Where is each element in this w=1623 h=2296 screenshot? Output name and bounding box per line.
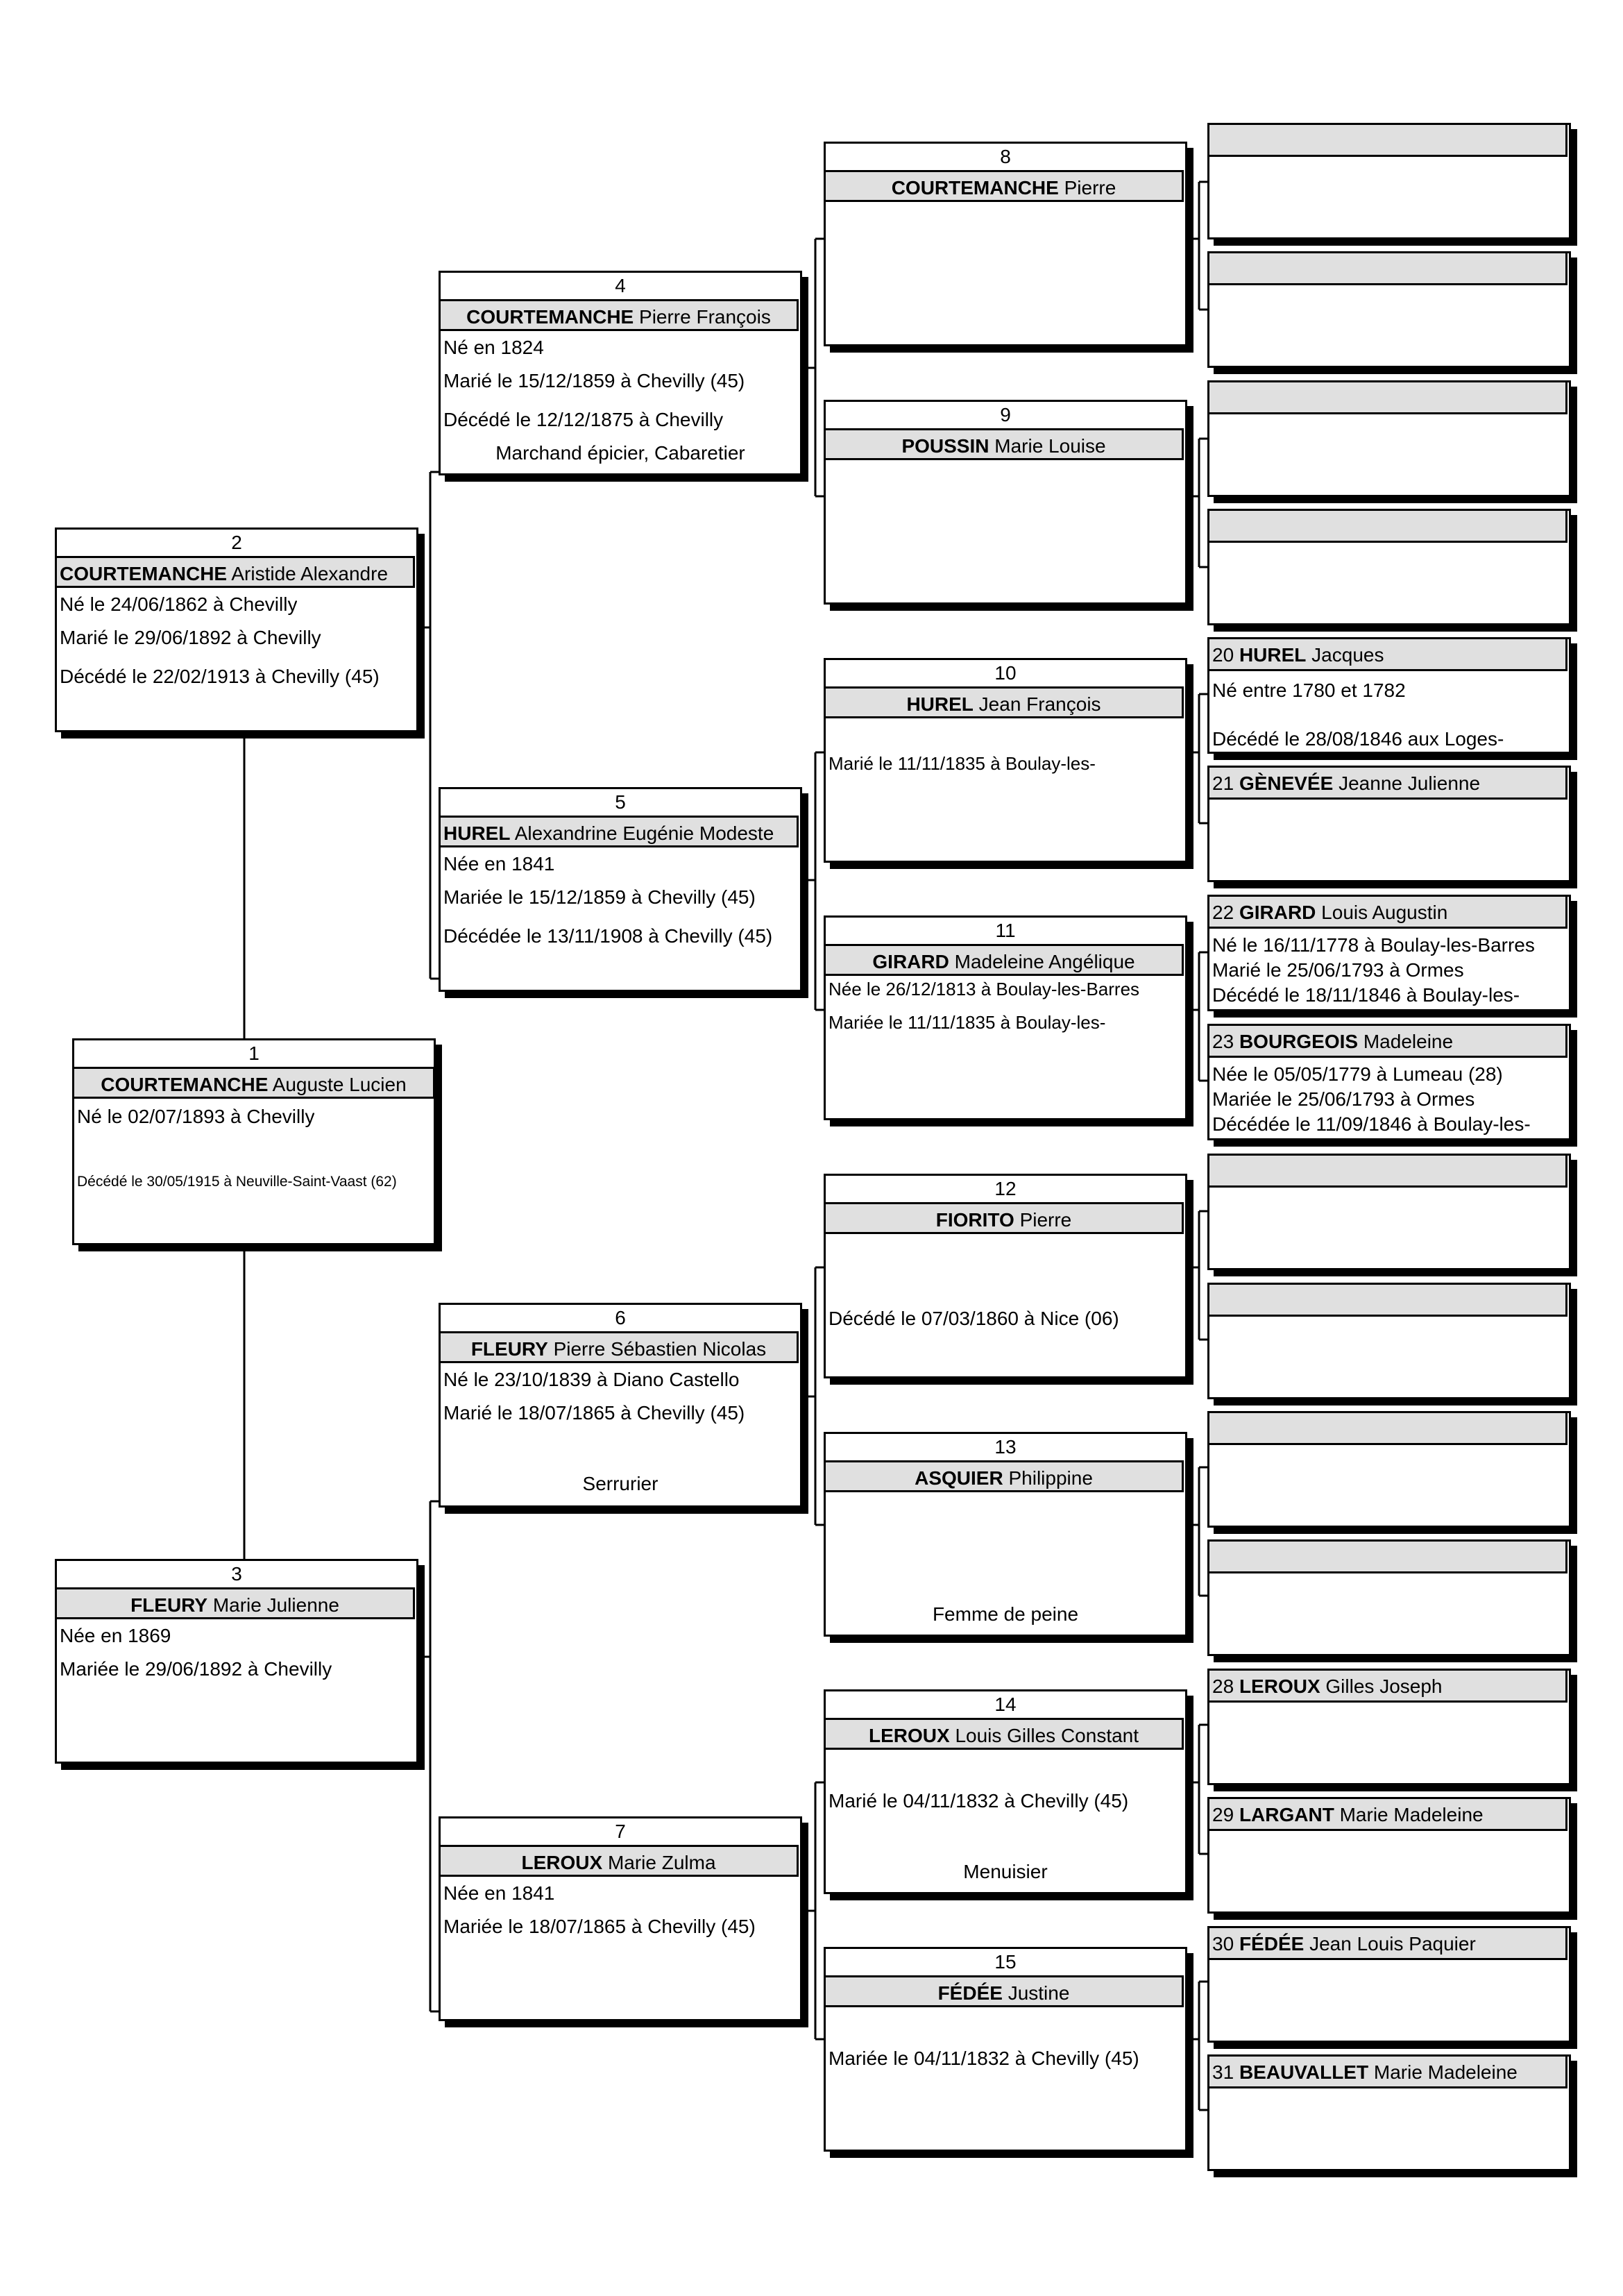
surname: POUSSIN xyxy=(901,435,989,457)
person-name-empty xyxy=(1209,1413,1567,1445)
person-card-22[interactable] xyxy=(1207,895,1571,1011)
person-name-empty xyxy=(1209,1285,1567,1317)
surname: GÈNEVÉE xyxy=(1239,773,1334,794)
person-card-20[interactable] xyxy=(1207,637,1571,754)
person-name xyxy=(826,686,1184,718)
sosa-number: 14 xyxy=(994,1694,1017,1715)
death-line: Décédé le 30/05/1915 à Neuville-Saint-Vaast (62) xyxy=(77,1174,397,1190)
occupation-line: Femme de peine xyxy=(932,1603,1079,1625)
person-name xyxy=(57,1587,415,1619)
given-names: Marie Julienne xyxy=(212,1594,339,1616)
given-names: Marie Zulma xyxy=(607,1852,716,1873)
given-names: Pierre xyxy=(1019,1209,1072,1231)
given-names: Pierre Sébastien Nicolas xyxy=(553,1338,767,1360)
surname: LEROUX xyxy=(868,1725,950,1746)
given-names: Marie Madeleine xyxy=(1339,1804,1484,1825)
death-line: Décédée le 13/11/1908 à Chevilly (45) xyxy=(443,925,773,947)
surname: FLEURY xyxy=(470,1338,548,1360)
marriage-line: Mariée le 15/12/1859 à Chevilly (45) xyxy=(443,886,756,908)
given-names: Gilles Joseph xyxy=(1325,1675,1443,1697)
given-names: Pierre xyxy=(1064,177,1116,199)
surname: BOURGEOIS xyxy=(1239,1031,1359,1052)
sosa-number: 15 xyxy=(994,1951,1017,1973)
surname: GIRARD xyxy=(872,951,949,972)
sosa-number: 8 xyxy=(1000,146,1011,167)
birth-line: Né le 16/11/1778 à Boulay-les-Barres xyxy=(1212,934,1535,956)
surname: BEAUVALLET xyxy=(1239,2061,1369,2083)
given-names: Auguste Lucien xyxy=(272,1074,407,1095)
sosa-number: 9 xyxy=(1000,404,1011,425)
person-name xyxy=(441,1845,799,1877)
person-name-empty xyxy=(1209,382,1567,414)
surname: HUREL xyxy=(443,822,511,844)
marriage-line: Marié le 18/07/1865 à Chevilly (45) xyxy=(443,1402,745,1424)
person-card-10[interactable] xyxy=(824,658,1187,863)
person-name xyxy=(1209,768,1567,800)
person-name xyxy=(826,1460,1184,1492)
given-names: Louis Augustin xyxy=(1321,902,1448,923)
person-card-30[interactable] xyxy=(1207,1926,1571,2043)
person-name xyxy=(74,1067,435,1099)
person-name xyxy=(1209,1799,1567,1831)
sosa-number: 4 xyxy=(615,275,626,296)
given-names: Jacques xyxy=(1311,644,1384,666)
person-card-3[interactable] xyxy=(55,1559,418,1764)
sosa-number: 10 xyxy=(994,662,1017,684)
person-name-empty xyxy=(1209,125,1567,157)
given-names: Aristide Alexandre xyxy=(231,563,389,584)
marriage-line: Marié le 04/11/1832 à Chevilly (45) xyxy=(829,1790,1129,1812)
sosa-number: 11 xyxy=(995,920,1016,941)
death-line: Décédée le 11/09/1846 à Boulay-les- xyxy=(1212,1113,1531,1135)
person-name-empty xyxy=(1209,511,1567,543)
person-name-empty xyxy=(1209,253,1567,285)
occupation-line: Menuisier xyxy=(963,1861,1048,1882)
person-card-18-empty[interactable] xyxy=(1207,380,1571,497)
person-name xyxy=(441,299,799,331)
sosa-number: 22 xyxy=(1212,902,1234,923)
surname: FLEURY xyxy=(130,1594,208,1616)
person-card-6[interactable] xyxy=(439,1303,802,1508)
marriage-line: Mariée le 29/06/1892 à Chevilly xyxy=(60,1658,332,1680)
surname: FÉDÉE xyxy=(937,1982,1003,2004)
person-card-9[interactable] xyxy=(824,400,1187,605)
person-card-5[interactable] xyxy=(439,787,802,992)
sosa-number: 6 xyxy=(615,1307,626,1328)
surname: COURTEMANCHE xyxy=(466,306,634,328)
person-name xyxy=(826,944,1184,976)
given-names: Marie Madeleine xyxy=(1373,2061,1518,2083)
given-names: Jean Louis Paquier xyxy=(1309,1933,1476,1955)
person-card-11[interactable] xyxy=(824,915,1187,1120)
person-name xyxy=(1209,2057,1567,2088)
person-name xyxy=(826,428,1184,460)
marriage-line: Mariée le 04/11/1832 à Chevilly (45) xyxy=(829,2048,1139,2069)
given-names: Marie Louise xyxy=(994,435,1106,457)
person-name xyxy=(1209,1928,1567,1960)
marriage-line: Mariée le 18/07/1865 à Chevilly (45) xyxy=(443,1916,756,1937)
person-name xyxy=(1209,639,1567,671)
person-name xyxy=(441,1331,799,1363)
sosa-number: 1 xyxy=(248,1043,260,1064)
birth-line: Né en 1824 xyxy=(443,337,544,358)
surname: LEROUX xyxy=(521,1852,603,1873)
given-names: Alexandrine Eugénie Modeste xyxy=(514,822,774,844)
person-card-29[interactable] xyxy=(1207,1797,1571,1914)
person-name xyxy=(441,816,799,847)
given-names: Pierre François xyxy=(639,306,771,328)
person-name xyxy=(1209,897,1567,929)
person-name-empty xyxy=(1209,1542,1567,1573)
sosa-number: 31 xyxy=(1212,2061,1234,2083)
person-name xyxy=(1209,1671,1567,1703)
person-card-4[interactable] xyxy=(439,271,802,475)
person-name xyxy=(1209,1026,1567,1058)
surname: GIRARD xyxy=(1239,902,1316,923)
surname: COURTEMANCHE xyxy=(891,177,1059,199)
death-line: Décédé le 07/03/1860 à Nice (06) xyxy=(829,1308,1119,1329)
person-card-13[interactable] xyxy=(824,1432,1187,1637)
given-names: Louis Gilles Constant xyxy=(955,1725,1139,1746)
person-card-8[interactable] xyxy=(824,142,1187,346)
marriage-line: Mariée le 25/06/1793 à Ormes xyxy=(1212,1088,1475,1110)
sosa-number: 28 xyxy=(1212,1675,1234,1697)
person-name xyxy=(826,1718,1184,1750)
person-card-21[interactable] xyxy=(1207,766,1571,882)
death-line: Décédé le 18/11/1846 à Boulay-les- xyxy=(1212,984,1520,1006)
birth-line: Née le 05/05/1779 à Lumeau (28) xyxy=(1212,1063,1503,1085)
surname: COURTEMANCHE xyxy=(60,563,228,584)
sosa-number: 20 xyxy=(1212,644,1234,666)
given-names: Madeleine xyxy=(1363,1031,1454,1052)
sosa-number: 12 xyxy=(994,1178,1017,1199)
marriage-line: Marié le 25/06/1793 à Ormes xyxy=(1212,959,1464,981)
person-card-2[interactable] xyxy=(55,527,418,732)
birth-line: Née en 1841 xyxy=(443,1882,555,1904)
given-names: Philippine xyxy=(1008,1467,1093,1489)
person-card-7[interactable] xyxy=(439,1816,802,2021)
marriage-line: Marié le 15/12/1859 à Chevilly (45) xyxy=(443,370,745,391)
marriage-line: Mariée le 11/11/1835 à Boulay-les- xyxy=(829,1012,1106,1033)
surname: HUREL xyxy=(1239,644,1307,666)
surname: LEROUX xyxy=(1239,1675,1320,1697)
birth-line: Né le 24/06/1862 à Chevilly xyxy=(60,593,298,615)
marriage-line: Marié le 29/06/1892 à Chevilly xyxy=(60,627,321,648)
sosa-number: 7 xyxy=(615,1821,626,1842)
given-names: Madeleine Angélique xyxy=(954,951,1135,972)
sosa-number: 5 xyxy=(615,791,626,813)
person-name xyxy=(826,1202,1184,1234)
person-card-23[interactable] xyxy=(1207,1024,1571,1140)
person-card-28[interactable] xyxy=(1207,1669,1571,1785)
birth-line: Né le 23/10/1839 à Diano Castello xyxy=(443,1369,740,1390)
surname: FÉDÉE xyxy=(1239,1933,1305,1955)
person-card-19-empty[interactable] xyxy=(1207,509,1571,625)
surname: COURTEMANCHE xyxy=(101,1074,269,1095)
person-name xyxy=(826,170,1184,202)
death-line: Décédé le 22/02/1913 à Chevilly (45) xyxy=(60,666,380,687)
person-card-24-empty[interactable] xyxy=(1207,1154,1571,1270)
sosa-number: 2 xyxy=(231,532,242,553)
birth-line: Née en 1869 xyxy=(60,1625,171,1646)
person-name-empty xyxy=(1209,1156,1567,1188)
marriage-line: Marié le 11/11/1835 à Boulay-les- xyxy=(829,753,1096,774)
given-names: Jeanne Julienne xyxy=(1339,773,1481,794)
given-names: Justine xyxy=(1008,1982,1070,2004)
person-name xyxy=(826,1975,1184,2007)
surname: HUREL xyxy=(906,693,974,715)
sosa-number: 3 xyxy=(231,1563,242,1585)
sosa-number: 30 xyxy=(1212,1933,1234,1955)
person-card-27-empty[interactable] xyxy=(1207,1539,1571,1656)
sosa-number: 13 xyxy=(994,1436,1017,1458)
given-names: Jean François xyxy=(978,693,1101,715)
surname: LARGANT xyxy=(1239,1804,1334,1825)
person-card-1[interactable] xyxy=(72,1038,436,1245)
birth-line: Née en 1841 xyxy=(443,853,555,875)
surname: FIORITO xyxy=(935,1209,1014,1231)
person-card-31[interactable] xyxy=(1207,2054,1571,2171)
birth-line: Née le 26/12/1813 à Boulay-les-Barres xyxy=(829,979,1140,999)
person-card-25-empty[interactable] xyxy=(1207,1283,1571,1399)
person-card-17-empty[interactable] xyxy=(1207,251,1571,368)
death-line: Décédé le 28/08/1846 aux Loges- xyxy=(1212,728,1504,750)
person-card-26-empty[interactable] xyxy=(1207,1411,1571,1528)
surname: ASQUIER xyxy=(915,1467,1003,1489)
person-card-16-empty[interactable] xyxy=(1207,123,1571,239)
person-card-12[interactable] xyxy=(824,1174,1187,1378)
occupation-line: Marchand épicier, Cabaretier xyxy=(495,442,745,464)
sosa-number: 29 xyxy=(1212,1804,1234,1825)
death-line: Décédé le 12/12/1875 à Chevilly xyxy=(443,409,724,430)
person-card-15[interactable] xyxy=(824,1947,1187,2152)
birth-line: Né entre 1780 et 1782 xyxy=(1212,679,1406,701)
occupation-line: Serrurier xyxy=(582,1473,658,1494)
person-name xyxy=(57,556,415,588)
sosa-number: 23 xyxy=(1212,1031,1234,1052)
birth-line: Né le 02/07/1893 à Chevilly xyxy=(77,1106,315,1127)
person-card-14[interactable] xyxy=(824,1689,1187,1894)
sosa-number: 21 xyxy=(1212,773,1234,794)
